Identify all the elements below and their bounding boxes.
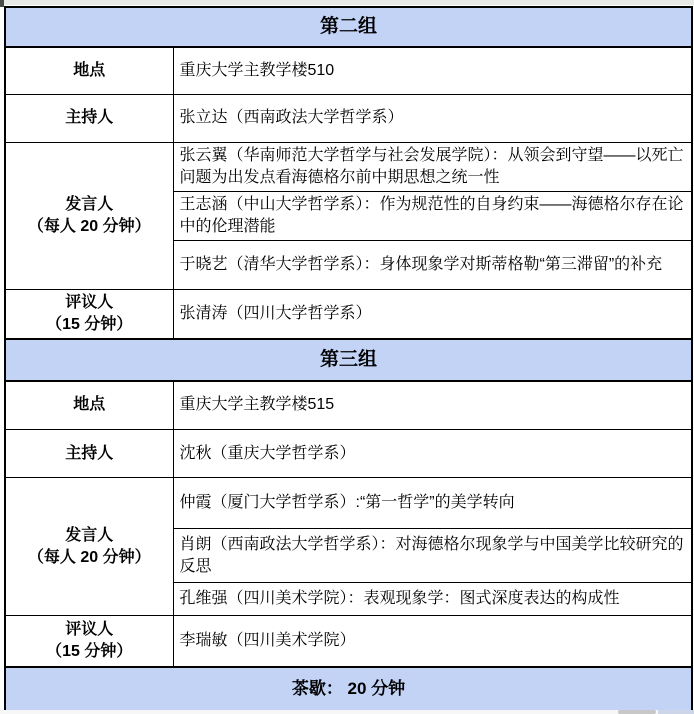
- reviewer-label-line2: （15 分钟）: [46, 642, 133, 660]
- table-row: [5, 289, 692, 339]
- group2-speaker-2: 王志涵（中山大学哲学系）：作为规范性的自身约束——海德格尔存在论中的伦理潜能: [173, 191, 692, 240]
- speakers-label-line2: （每人 20 分钟）: [27, 217, 151, 235]
- tea-break-row: 茶歇： 20 分钟: [5, 667, 692, 712]
- group3-speaker-1: 仲霞（厦门大学哲学系）:“第一哲学”的美学转向: [173, 478, 692, 529]
- speakers-label-line1: 发言人: [65, 195, 114, 213]
- table-row: [5, 142, 692, 191]
- reviewer-label-line1: 评议人: [65, 620, 114, 638]
- session-schedule-table: [4, 6, 693, 713]
- group3-speakers-label: [5, 478, 173, 616]
- table-row: [5, 616, 692, 667]
- table-row: [5, 339, 692, 381]
- group3-location-label: 地点: [5, 381, 173, 430]
- group3-reviewer-value: 李瑞敏（四川美术学院）: [173, 616, 692, 667]
- table-row: [5, 381, 692, 430]
- table-row: [5, 47, 692, 94]
- group2-host-value: 张立达（西南政法大学哲学系）: [173, 94, 692, 142]
- group3-reviewer-label: [5, 616, 173, 667]
- group3-location-value: 重庆大学主教学楼515: [173, 381, 692, 430]
- group3-speaker-2: 肖朗（西南政法大学哲学系）：对海德格尔现象学与中国美学比较研究的反思: [173, 529, 692, 583]
- reviewer-label-line1: 评议人: [65, 293, 114, 311]
- group2-reviewer-value: 张清涛（四川大学哲学系）: [173, 289, 692, 339]
- group3-host-value: 沈秋（重庆大学哲学系）: [173, 430, 692, 478]
- group2-location-value: 重庆大学主教学楼510: [173, 47, 692, 94]
- window-top-edge: [0, 0, 694, 5]
- group2-speaker-1: 张云翼（华南师范大学哲学与社会发展学院）：从领会到守望——以死亡问题为出发点看海德格尔前中期思想之统一性: [173, 142, 692, 191]
- group2-reviewer-label: [5, 289, 173, 339]
- group2-header: 第二组: [5, 7, 692, 47]
- speakers-label-line1: 发言人: [65, 526, 114, 544]
- table-row: [5, 7, 692, 47]
- group2-host-label: 主持人: [5, 94, 173, 142]
- group2-speakers-label: [5, 142, 173, 289]
- group3-host-label: 主持人: [5, 430, 173, 478]
- scrollbar-thumb[interactable]: [618, 710, 656, 714]
- window-bottom-corner: [658, 710, 694, 714]
- table-row: [5, 478, 692, 529]
- group2-speaker-3: 于晓艺（清华大学哲学系）：身体现象学对斯蒂格勒“第三滞留”的补充: [173, 240, 692, 289]
- reviewer-label-line2: （15 分钟）: [46, 315, 133, 333]
- table-row: [5, 430, 692, 478]
- group3-speaker-3: 孔维强（四川美术学院）：表观现象学：图式深度表达的构成性: [173, 583, 692, 616]
- group2-location-label: 地点: [5, 47, 173, 94]
- group3-header: 第三组: [5, 339, 692, 381]
- window-bottom-edge: [0, 710, 694, 714]
- table-row: [5, 667, 692, 712]
- table-row: [5, 94, 692, 142]
- speakers-label-line2: （每人 20 分钟）: [27, 548, 151, 566]
